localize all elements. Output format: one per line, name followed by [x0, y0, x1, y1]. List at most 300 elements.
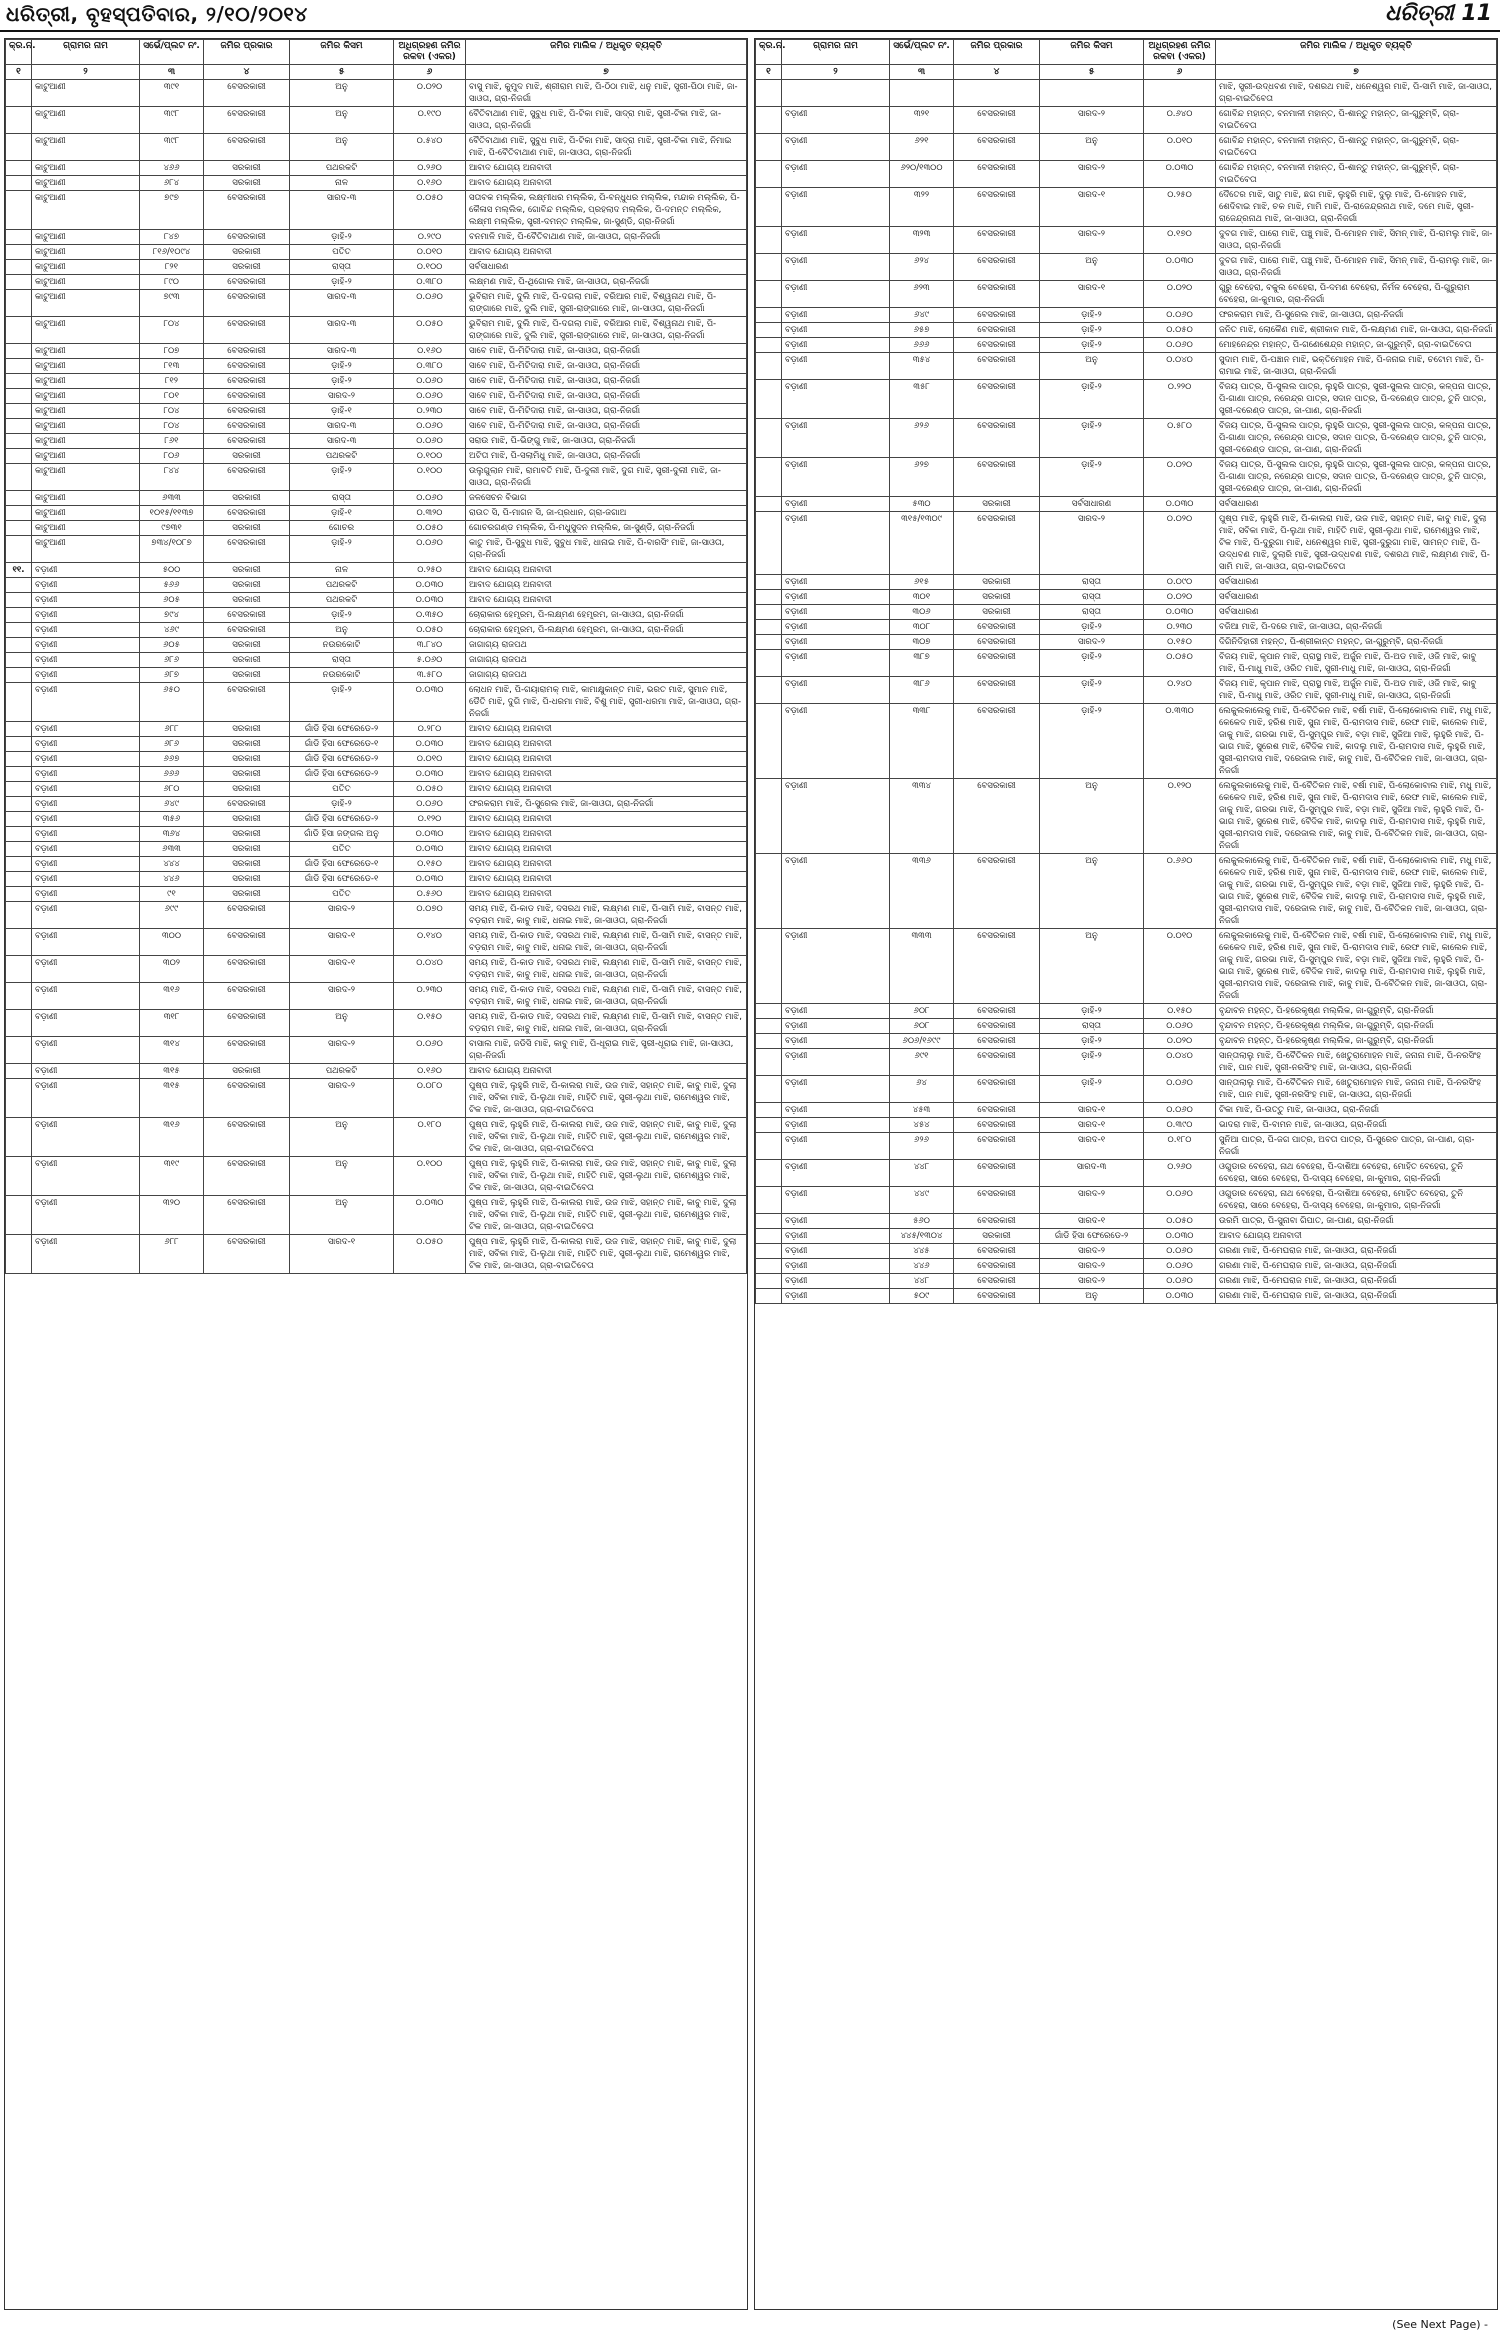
owner-cell: ସର୍ବସାଧାରଣ	[1216, 605, 1497, 620]
village-cell: ବଡ଼ାଣୀ	[782, 1076, 890, 1103]
owner-cell: ଆବାଦ ଯୋଗ୍ୟ ଅନାବାଦୀ	[466, 161, 747, 176]
area-cell: ୦.୧୬୦	[394, 176, 466, 191]
village-cell: କାଟୁଆଣୀ	[32, 245, 140, 260]
land-table-left	[5, 39, 747, 1274]
owner-cell: ସର୍ବସାଧାରଣ	[1216, 590, 1497, 605]
land-type-cell: ବେସରକାରୀ	[954, 161, 1040, 188]
land-type-cell: ସରକାରୀ	[954, 575, 1040, 590]
owner-cell: ଲୋଧନ ମାଝି, ପି-ଗୟାରାମକ୍ ମାଝି, କାମାକ୍ଷୁକାନ୍ତ ମାଝି, ଭରତ ମାଝି, ସୁମାନ ମାଝି, ଡୈତି ମାଝି, ଦୁଗି ମାଝି, ପି-ଧରମା ମାଝି, ବିଶୁ ମାଝି, ସ୍ତ୍ରୀ-ଧରମା ମାଝି, ଜା-ସାଓତା, ଗ୍ରା-ନିଜର୍ଗା	[466, 683, 747, 722]
land-type-cell: ବେସରକାରୀ	[954, 323, 1040, 338]
table-row	[6, 737, 747, 752]
land-table-right	[755, 39, 1497, 1304]
table-row	[756, 1274, 1497, 1289]
serial-cell	[6, 752, 32, 767]
land-class-cell: ପଥରକଟି	[290, 1064, 394, 1079]
serial-cell	[6, 983, 32, 1010]
owner-cell: ଆବାଦ ଯୋଗ୍ୟ ଅନାବାଦୀ	[466, 737, 747, 752]
plot-number-cell: ୬୮୬	[140, 653, 204, 668]
area-cell: ୦.୧୬୦	[394, 344, 466, 359]
land-class-cell: ପତିତ	[290, 842, 394, 857]
area-cell: ୦.୧୫୦	[1144, 635, 1216, 650]
village-cell: ବଡ଼ାଣୀ	[32, 797, 140, 812]
plot-number-cell: ୬୪	[890, 1076, 954, 1103]
area-cell: ୦.୦୬୦	[1144, 1076, 1216, 1103]
owner-cell: ଗୋବିନ୍ଦ ମହାନ୍ତ, ବନମାଳୀ ମହାନ୍ତ, ପି-ଶାନ୍ତୁ ମହାନ୍ତ, ଜା-ଗୁରୁମ୍ବି, ଗ୍ରା-ବାଇତିବେତା	[1216, 134, 1497, 161]
land-class-cell: ଅନୁ	[290, 623, 394, 638]
village-cell: ବଡ଼ାଣୀ	[782, 1259, 890, 1274]
village-cell: ବଡ଼ାଣୀ	[782, 419, 890, 458]
table-row	[756, 419, 1497, 458]
land-type-cell: ସରକାରୀ	[204, 176, 290, 191]
land-type-cell: ବେସରକାରୀ	[954, 929, 1040, 1004]
land-class-cell: ଡ଼ାହି-୨	[1040, 1034, 1144, 1049]
table-row	[6, 872, 747, 887]
land-class-cell: ନାଳ	[290, 563, 394, 578]
land-class-cell: ସାରଦ-୨	[290, 389, 394, 404]
table-row	[6, 593, 747, 608]
village-cell: କାଟୁଆଣୀ	[32, 230, 140, 245]
land-type-cell: ସରକାରୀ	[204, 161, 290, 176]
land-type-cell: ବେସରକାରୀ	[204, 1196, 290, 1235]
plot-number-cell: ୪୬୯	[140, 623, 204, 638]
area-cell: ୦.୦୩୦	[394, 1196, 466, 1235]
serial-cell	[756, 188, 782, 227]
serial-cell	[756, 1133, 782, 1160]
land-class-cell: ଅନୁ	[1040, 929, 1144, 1004]
land-class-cell: ଅନୁ	[1040, 254, 1144, 281]
serial-cell	[756, 1118, 782, 1133]
table-row	[6, 506, 747, 521]
plot-number-cell: ୬୬୭	[140, 752, 204, 767]
land-class-cell: ଅନୁ	[290, 1118, 394, 1157]
table-row	[6, 722, 747, 737]
owner-cell: ଉରମି ପାତ୍ର, ପି-ସୁନାବା ଗିପାତ, ଜା-ପାଣ, ଗ୍ରା-ନିଜର୍ଗା	[1216, 1214, 1497, 1229]
owner-cell: ଲେକୁଲକାଲେକୁ ମାଝି, ପି-ବୈତିକନ ମାଝି, ବର୍ଷା ମାଝି, ପି-ଲୋକୋବାଲ ମାଝି, ମଧୁ ମାଝି, କେକେଦ ମାଝି, ହରିଶ ମାଝି, ସୁନା ମାଝି, ପି-ରାମଦାସ ମାଝି, ରେଫ ମାଝି, କାଲେକ ମାଝି, ଜାକୁ ମାଝି, ଗରଭା ମାଝି, ପି-ସୁମ୍ପୁର ମାଝି, ବଡ଼ା ମାଝି, ସୁଜିଆ ମାଝି, ଲୁହୁରି ମାଝି, ପି-ଭାଗ ମାଝି, ସୁରେଶ ମାଝି, ବୈଦିକ ମାଝି, କାଦଲୁ ମାଝି, ପି-ରାମଦାସ ମାଝି, ଲୁହୁରି ମାଝି, ସ୍ତ୍ରୀ-ରାମଦାସ ମାଝି, ଦରେଜାଲ ମାଝି, କାବୁ ମାଝି, ପି-ବୈତିକନ ମାଝି, ଜା-ସାଓତା, ଗ୍ରା-ନିଜର୍ଗା	[1216, 929, 1497, 1004]
owner-cell: ବାସୁ ମାଝି, କୁମୁଦ ମାଝି, ଶ୍ରୀରାମ ମାଝି, ପି-ଠିଠା ମାଝି, ଧନୁ ମାଝି, ସ୍ତ୍ରୀ-ପିଠା ମାଝି, ଜା-ସାଓତା, ଗ୍ରା-ନିଜର୍ଗା	[466, 80, 747, 107]
land-type-cell: ସରକାରୀ	[204, 593, 290, 608]
land-class-cell: ଡ଼ାହି-୨	[290, 536, 394, 563]
serial-cell	[6, 536, 32, 563]
area-cell: ୦.୦୨୦	[1144, 281, 1216, 308]
plot-number-cell: ୩୧୫	[140, 1079, 204, 1118]
area-cell: ୦.୧୦୦	[394, 449, 466, 464]
table-row	[6, 434, 747, 449]
land-type-cell: ବେସରକାରୀ	[954, 1187, 1040, 1214]
column-number: ୧	[6, 65, 32, 80]
land-class-cell: ରାସ୍ତା	[1040, 590, 1144, 605]
table-row	[756, 1214, 1497, 1229]
table-row	[6, 623, 747, 638]
owner-cell: ଆବାଦ ଯୋଗ୍ୟ ଅନାବାଦୀ	[466, 176, 747, 191]
land-type-cell: ବେସରକାରୀ	[954, 380, 1040, 419]
village-cell: ବଡ଼ାଣୀ	[32, 1118, 140, 1157]
land-class-cell: ପତିତ	[290, 782, 394, 797]
table-row	[6, 134, 747, 161]
land-type-cell: ବେସରକାରୀ	[204, 683, 290, 722]
table-row	[756, 1160, 1497, 1187]
serial-cell	[756, 353, 782, 380]
land-type-cell: ସରକାରୀ	[204, 872, 290, 887]
land-class-cell: ସାରଦ-୧	[290, 929, 394, 956]
village-cell: ବଡ଼ାଣୀ	[782, 854, 890, 929]
owner-cell: ଓଗୁଡାର ବେହେରା, ନାଥ ବେହେରା, ପି-ଦାଶିଆ ବେହେରା, ମୋହିତ ବେହେରା, ତୁନି ବେହେରା, ସାରେ ବେହେରା, ପି-ଦାସ୍ୟ ବେହେରା, ଜା-କୁମାର, ଗ୍ରା-ନିଜର୍ଗା	[1216, 1160, 1497, 1187]
serial-cell	[756, 134, 782, 161]
land-class-cell: ସାରଦ-୧	[1040, 1133, 1144, 1160]
plot-number-cell: ୪୫୩	[890, 1103, 954, 1118]
land-type-cell: ବେସରକାରୀ	[204, 389, 290, 404]
serial-cell: ୧୧.	[6, 563, 32, 578]
table-row	[6, 563, 747, 578]
owner-cell: ଜଳସେଚନ ବିଭାଗ	[466, 491, 747, 506]
serial-cell	[6, 797, 32, 812]
table-row	[6, 782, 747, 797]
table-row	[756, 308, 1497, 323]
plot-number-cell: ୮୦୭	[140, 344, 204, 359]
serial-cell	[756, 1004, 782, 1019]
owner-cell: ସୁନିଆ ପାତ୍ର, ପି-ଜଗ ପାତ୍ର, ଅବତା ପାତ୍ର, ପି-ସୁରେଚ ପାତ୍ର, ଜା-ପାଣ, ଗ୍ରା-ନିଜର୍ଗା	[1216, 1133, 1497, 1160]
column-number: ୩	[140, 65, 204, 80]
village-cell: କାଟୁଆଣୀ	[32, 317, 140, 344]
village-cell: ବଡ଼ାଣୀ	[782, 353, 890, 380]
land-type-cell: ସରକାରୀ	[204, 812, 290, 827]
area-cell: ୦.୫୬୦	[394, 887, 466, 902]
area-cell: ୦.୦୪୦	[1144, 353, 1216, 380]
land-class-cell: ଡ଼ାହି-୨	[1040, 704, 1144, 779]
plot-number-cell: ୮୬୧	[140, 434, 204, 449]
serial-cell	[756, 1076, 782, 1103]
land-class-cell: ଡ଼ାହି-୨	[290, 797, 394, 812]
area-cell: ୦.୨୩୦	[394, 404, 466, 419]
table-row	[756, 575, 1497, 590]
owner-cell: ବୃନ୍ଦାବନ ମହନ୍ତ, ପି-ହରେକୃଷ୍ଣ ମଲ୍ଲିକ, ଜା-ଗୁରୁମ୍ବି, ଗ୍ରା-ନିଜର୍ଗା	[1216, 1004, 1497, 1019]
land-type-cell: ସରକାରୀ	[204, 638, 290, 653]
table-row	[756, 497, 1497, 512]
land-type-cell: ବେସରକାରୀ	[204, 983, 290, 1010]
land-class-cell: ସାରଦ-୧	[1040, 1118, 1144, 1133]
area-cell: ୦.୩୫୦	[394, 608, 466, 623]
table-row	[6, 668, 747, 683]
owner-cell: ସାବେ ମାଝି, ପି-ମିଟିଦାରା ମାଝି, ଜା-ସାଓତା, ଗ୍ରା-ନିଜର୍ଗା	[466, 359, 747, 374]
table-row	[6, 176, 747, 191]
village-cell: ବଡ଼ାଣୀ	[782, 1118, 890, 1133]
village-cell: କାଟୁଆଣୀ	[32, 191, 140, 230]
table-row	[6, 290, 747, 317]
table-row	[756, 512, 1497, 575]
serial-cell	[756, 338, 782, 353]
land-class-cell: ଗାଁଡି ହିସା ଜଙ୍ଗଲ ଅନୁ	[290, 827, 394, 842]
plot-number-cell: ୬୮୬	[140, 737, 204, 752]
serial-cell	[6, 80, 32, 107]
area-cell: ୦.୦୧୦	[394, 245, 466, 260]
land-type-cell: ବେସରକାରୀ	[954, 1019, 1040, 1034]
area-cell: ୦.୦୬୦	[394, 290, 466, 317]
land-class-cell: ଡ଼ାହି-୨	[1040, 458, 1144, 497]
owner-cell: ସାନ୍ତାଲାଲୁ ମାଝି, ପି-ବୈତିକନ ମାଝି, ଖେତୁରାମୋହନ ମାଝି, ଜନାନା ମାଝି, ପି-ନରସିଂହ ମାଝି, ପାନ ମାଝି, ସ୍ତ୍ରୀ-ନରସିଂହ ମାଝି, ଜା-ସାଓତା, ଗ୍ରା-ନିଜର୍ଗା	[1216, 1049, 1497, 1076]
serial-cell	[6, 608, 32, 623]
land-type-cell: ବେସରକାରୀ	[204, 1010, 290, 1037]
table-row	[6, 1037, 747, 1064]
owner-cell: ଚୋରାକାର ହେମ୍ବ୍ରମ, ପି-ଲକ୍ଷ୍ମଣ ହେମ୍ବ୍ରମ, ଜା-ସାଓତା, ଗ୍ରା-ନିଜର୍ଗା	[466, 608, 747, 623]
owner-cell: ଆବାଦ ଯୋଗ୍ୟ ଅନାବାଦୀ	[466, 593, 747, 608]
area-cell: ୩.୫୮୦	[394, 668, 466, 683]
plot-number-cell: ୬୦୫	[140, 593, 204, 608]
table-row	[6, 608, 747, 623]
village-cell: ବଡ଼ାଣୀ	[782, 779, 890, 854]
column-header: ଜମିର କିସମ	[290, 40, 394, 65]
column-number-row	[6, 65, 747, 80]
land-class-cell	[1040, 80, 1144, 107]
village-cell: ବଡ଼ାଣୀ	[32, 812, 140, 827]
land-type-cell: ବେସରକାରୀ	[204, 191, 290, 230]
plot-number-cell: ୬୯୯	[140, 902, 204, 929]
village-cell: କାଟୁଆଣୀ	[32, 260, 140, 275]
village-cell: କାଟୁଆଣୀ	[32, 176, 140, 191]
village-cell: ବଡ଼ାଣୀ	[32, 563, 140, 578]
table-header-row	[756, 40, 1497, 65]
serial-cell	[6, 1079, 32, 1118]
area-cell: ୦.୦୬୦	[394, 1037, 466, 1064]
area-cell: ୦.୦୩୦	[394, 842, 466, 857]
land-class-cell: ଡ଼ାହି-୨	[290, 464, 394, 491]
land-class-cell: ସାରଦ-୧	[290, 1235, 394, 1274]
village-cell: ବଡ଼ାଣୀ	[32, 578, 140, 593]
area-cell: ୦.୦୧୦	[1144, 929, 1216, 1004]
land-type-cell: ସରକାରୀ	[954, 497, 1040, 512]
village-cell: ବଡ଼ାଣୀ	[32, 956, 140, 983]
land-class-cell: ଡ଼ାହି-୨	[1040, 1076, 1144, 1103]
area-cell: ୦.୧୭୦	[1144, 227, 1216, 254]
plot-number-cell: ୩୨୦	[140, 1196, 204, 1235]
plot-number-cell: ୩୧୫	[140, 1064, 204, 1079]
land-type-cell: ବେସରକାରୀ	[954, 1160, 1040, 1187]
column-header: ସର୍ଭେ/ପ୍ଲଟ ନଂ.	[890, 40, 954, 65]
village-cell: ବଡ଼ାଣୀ	[32, 608, 140, 623]
village-cell: କାଟୁଆଣୀ	[32, 290, 140, 317]
serial-cell	[756, 1034, 782, 1049]
area-cell: ୫.୦୬୦	[394, 653, 466, 668]
plot-number-cell: ୮୯୦	[140, 275, 204, 290]
owner-cell: ଆବାଦ ଯୋଗ୍ୟ ଅନାବାଦୀ	[466, 1064, 747, 1079]
area-cell: ୦.୦୬୦	[394, 434, 466, 449]
land-class-cell: ସାରଦ-୨	[1040, 227, 1144, 254]
column-header: କ୍ର.ନ.	[756, 40, 782, 65]
table-row	[6, 1118, 747, 1157]
serial-cell	[756, 512, 782, 575]
area-cell: ୦.୦୩୦	[394, 683, 466, 722]
land-class-cell: ସାରଦ-୨	[1040, 1244, 1144, 1259]
column-number: ୫	[290, 65, 394, 80]
column-number: ୨	[782, 65, 890, 80]
owner-cell: ଟିକା ମାଝି, ପି-ଉତ୍ତୁ ମାଝି, ଜା-ସାଓତା, ଗ୍ରା-ନିଜର୍ଗା	[1216, 1103, 1497, 1118]
land-class-cell: ସାରଦ-୩	[290, 419, 394, 434]
serial-cell	[756, 419, 782, 458]
plot-number-cell: ୩୯୮	[140, 107, 204, 134]
area-cell: ୦.୦୫୦	[394, 782, 466, 797]
table-row	[756, 779, 1497, 854]
area-cell	[1144, 80, 1216, 107]
village-cell: ବଡ଼ାଣୀ	[32, 887, 140, 902]
land-type-cell: ସରକାରୀ	[954, 590, 1040, 605]
land-class-cell: ସାରଦ-୨	[290, 1079, 394, 1118]
land-type-cell: ବେସରକାରୀ	[954, 1103, 1040, 1118]
village-cell: ବଡ଼ାଣୀ	[782, 281, 890, 308]
land-type-cell: ବେସରକାରୀ	[204, 1037, 290, 1064]
area-cell: ୦.୧୦୦	[394, 1157, 466, 1196]
table-row	[756, 635, 1497, 650]
column-header: ଜମିର ପ୍ରକାର	[204, 40, 290, 65]
owner-cell: ଗରଣା ମାଝି, ପି-ମେଘରାଜ ମାଝି, ଜା-ସାଓତା, ଗ୍ରା-ନିଜର୍ଗା	[1216, 1259, 1497, 1274]
owner-cell: ଆବାଦ ଯୋଗ୍ୟ ଅନାବାଦୀ	[466, 722, 747, 737]
village-cell: ବଡ଼ାଣୀ	[782, 590, 890, 605]
village-cell: କାଟୁଆଣୀ	[32, 521, 140, 536]
owner-cell: ବାସାଲ ମାଝି, ଜଡିସି ମାଝି, କାବୁ ମାଝି, ପି-ଧୂରାଇ ମାଝି, ସ୍ତ୍ରୀ-ଧୂରାଇ ମାଝି, ଜା-ସାଓତା, ଗ୍ରା-ନିଜର୍ଗା	[466, 1037, 747, 1064]
table-row	[756, 161, 1497, 188]
land-class-cell: ନଉରକୋଟି	[290, 638, 394, 653]
column-header: ଜମିର ମାଲିକ / ଅଧିକୃତ ବ୍ୟକ୍ତି	[466, 40, 747, 65]
serial-cell	[756, 1259, 782, 1274]
column-header: ଜମିର ମାଲିକ / ଅଧିକୃତ ବ୍ୟକ୍ତି	[1216, 40, 1497, 65]
owner-cell: ରାଉତ ସି, ପି-ମାଗନ ସି, ଜା-ପ୍ରଧାନ, ଗ୍ରା-ଜଗାଅ	[466, 506, 747, 521]
village-cell: ବଡ଼ାଣୀ	[32, 593, 140, 608]
owner-cell: ସୁଦାମ ମାଝି, ପି-ପଞ୍ଚାନ ମାଝି, ଭକ୍ତିମୋହନ ମାଝି, ପି-ଜନାଇ ମାଝି, ଚଟୋମ ମାଝି, ପି-ରାମାଇ ମାଝି, ଜା-ସାଓତା, ଗ୍ରା-ନିଜର୍ଗା	[1216, 353, 1497, 380]
plot-number-cell: ୬୮୦	[140, 782, 204, 797]
village-cell: ବଡ଼ାଣୀ	[782, 161, 890, 188]
land-class-cell: ସାରଦ-୩	[290, 344, 394, 359]
serial-cell	[6, 887, 32, 902]
table-row	[6, 797, 747, 812]
owner-cell: ପୁଷ୍ପ ମାଝି, ଲୁହୁରି ମାଝି, ପି-କାଲରା ମାଝି, ଉଜ ମାଝି, ସହାନ୍ତ ମାଝି, କାବୁ ମାଝି, ଦୁଲା ମାଝି, ସବିକା ମାଝି, ପି-ଲୁଥା ମାଝି, ମାହିତି ମାଝି, ସ୍ତ୍ରୀ-ଲୁଥା ମାଝି, ରାମେଶ୍ୱର ମାଝି, ଟିକ ମାଝି, ଜା-ସାଓତା, ଗ୍ରା-ବାଇତିବେତା	[466, 1235, 747, 1274]
land-type-cell: ସରକାରୀ	[204, 842, 290, 857]
land-type-cell: ସରକାରୀ	[954, 1229, 1040, 1244]
area-cell: ୦.୦୫୦	[394, 1235, 466, 1274]
land-class-cell: ପତିତ	[290, 245, 394, 260]
plot-number-cell: ୩୦୮	[890, 620, 954, 635]
owner-cell: ଗୋଚରଗଣ୍ଡ ମଲ୍ଲିକ, ପି-ମଧୁସୁଦନ ମଲ୍ଲିକ, ଜା-ସୁଣ୍ଡି, ଗ୍ରା-ନିଜର୍ଗା	[466, 521, 747, 536]
serial-cell	[6, 176, 32, 191]
land-type-cell: ବେସରକାରୀ	[204, 1079, 290, 1118]
serial-cell	[756, 1187, 782, 1214]
village-cell: ବଡ଼ାଣୀ	[782, 1019, 890, 1034]
village-cell: ବଡ଼ାଣୀ	[782, 650, 890, 677]
plot-number-cell: ୫୦୯	[890, 1289, 954, 1304]
land-class-cell: ଗାଁଡି ହିସା ଫେରେଡେ-୨	[290, 812, 394, 827]
table-row	[6, 80, 747, 107]
village-cell: ବଡ଼ାଣୀ	[32, 638, 140, 653]
plot-number-cell: ୩୦୬	[890, 605, 954, 620]
plot-number-cell: ୮୧୬/୧୦୯୪	[140, 245, 204, 260]
area-cell: ୦.୦୬୦	[1144, 308, 1216, 323]
village-cell: ବଡ଼ାଣୀ	[782, 1289, 890, 1304]
owner-cell: ଓଗୁଡାର ବେହେରା, ନାଥ ବେହେରା, ପି-ଦାଶିଆ ବେହେରା, ମୋହିତ ବେହେରା, ତୁନି ବେହେରା, ସାରେ ବେହେରା, ପି-ଦାସ୍ୟ ବେହେରା, ଜା-କୁମାର, ଗ୍ରା-ନିଜର୍ଗା	[1216, 1187, 1497, 1214]
area-cell: ୦.୬୪୦	[1144, 107, 1216, 134]
serial-cell	[756, 650, 782, 677]
land-type-cell: ବେସରକାରୀ	[204, 80, 290, 107]
area-cell: ୦.୧୫୦	[394, 857, 466, 872]
area-cell: ୦.୩୮୦	[394, 359, 466, 374]
table-row	[756, 1133, 1497, 1160]
serial-cell	[756, 1103, 782, 1118]
column-header: ଗ୍ରାମର ନାମ	[32, 40, 140, 65]
land-class-cell: ସାରଦ-୧	[1040, 1214, 1144, 1229]
land-class-cell: ଡ଼ାହି-୨	[290, 359, 394, 374]
land-class-cell: ସାରଦ-୩	[1040, 1160, 1144, 1187]
owner-cell: ଜାଗାଗ୍ୟ ରାଜପଥ	[466, 668, 747, 683]
owner-cell: ଗୋବିନ୍ଦ ମହାନ୍ତ, ବନମାଳୀ ମହାନ୍ତ, ପି-ଶାନ୍ତୁ ମହାନ୍ତ, ଜା-ଗୁରୁମ୍ବି, ଗ୍ରା-ବାଇତିବେତା	[1216, 107, 1497, 134]
land-type-cell: ବେସରକାରୀ	[954, 635, 1040, 650]
area-cell: ୦.୦୫୦	[394, 521, 466, 536]
serial-cell	[6, 107, 32, 134]
plot-number-cell: ୩୧୮	[140, 1010, 204, 1037]
table-row	[6, 521, 747, 536]
village-cell: କାଟୁଆଣୀ	[32, 107, 140, 134]
serial-cell	[756, 779, 782, 854]
land-type-cell: ସରକାରୀ	[204, 563, 290, 578]
land-type-cell: ବେସରକାରୀ	[204, 608, 290, 623]
serial-cell	[6, 290, 32, 317]
serial-cell	[756, 1214, 782, 1229]
area-cell: ୦.୦୮୦	[394, 1079, 466, 1118]
owner-cell: ବୈତିବାଥାଣ ମାଝି, ସୁବୁଧ ମାଝି, ପି-ଟିକା ମାଝି, ସାଦ୍ରା ମାଝି, ସ୍ତ୍ରୀ-ଟିକା ମାଝି, ଜା-ସାଓତା, ଗ୍ରା-ନିଜର୍ଗା	[466, 107, 747, 134]
village-cell: କାଟୁଆଣୀ	[32, 449, 140, 464]
land-class-cell: ସାରଦ-୨	[1040, 512, 1144, 575]
table-row	[6, 827, 747, 842]
owner-cell: ସାବେ ମାଝି, ପି-ମିଟିଦାରା ମାଝି, ଜା-ସାଓତା, ଗ୍ରା-ନିଜର୍ଗା	[466, 419, 747, 434]
area-cell: ୦.୦୬୦	[394, 536, 466, 563]
plot-number-cell: ୩୯୮	[140, 134, 204, 161]
table-row	[756, 188, 1497, 227]
table-row	[756, 1004, 1497, 1019]
area-cell: ୦.୦୩୦	[1144, 1229, 1216, 1244]
land-type-cell: ବେସରକାରୀ	[204, 275, 290, 290]
land-type-cell: ବେସରକାରୀ	[954, 1133, 1040, 1160]
land-type-cell: ବେସରକାରୀ	[204, 797, 290, 812]
serial-cell	[756, 929, 782, 1004]
area-cell: ୦.୦୫୦	[394, 623, 466, 638]
area-cell: ୦.୨୨୦	[1144, 380, 1216, 419]
plot-number-cell: ୯୧	[140, 887, 204, 902]
land-class-cell: ପଥରକଟି	[290, 578, 394, 593]
land-type-cell: ସରକାରୀ	[204, 449, 290, 464]
land-type-cell: ବେସରକାରୀ	[204, 107, 290, 134]
area-cell: ୦.୨୩୦	[394, 983, 466, 1010]
land-type-cell: ବେସରକାରୀ	[954, 1274, 1040, 1289]
serial-cell	[756, 1244, 782, 1259]
land-type-cell: ବେସରକାରୀ	[204, 623, 290, 638]
column-header: ଜମିର କିସମ	[1040, 40, 1144, 65]
plot-number-cell: ୬୦୫	[140, 638, 204, 653]
serial-cell	[756, 620, 782, 635]
table-row	[6, 191, 747, 230]
serial-cell	[6, 668, 32, 683]
serial-cell	[756, 1274, 782, 1289]
village-cell: କାଟୁଆଣୀ	[32, 374, 140, 389]
serial-cell	[756, 605, 782, 620]
land-class-cell: ଅନୁ	[1040, 134, 1144, 161]
land-class-cell: ସାରଦ-୧	[290, 956, 394, 983]
plot-number-cell: ୩୩୪	[890, 779, 954, 854]
area-cell: ୦.୩୩୦	[1144, 704, 1216, 779]
owner-cell: ସମୟ ମାଝି, ପି-କାଡ ମାଝି, ଦସରଥ ମାଝି, ଲକ୍ଷ୍ମଣ ମାଝି, ପି-ସାମି ମାଝି, ବାସନ୍ତ ମାଝି, ବଡ଼ରାମ ମାଝି, କାବୁ ମାଝି, ଧନାଇ ମାଝି, ଜା-ସାଓତା, ଗ୍ରା-ନିଜର୍ଗା	[466, 956, 747, 983]
area-cell: ୦.୦୫୦	[1144, 323, 1216, 338]
land-class-cell: ଗୋଚର	[290, 521, 394, 536]
owner-cell: ସାବେ ମାଝି, ପି-ମିଟିଦାରା ମାଝି, ଜା-ସାଓତା, ଗ୍ରା-ନିଜର୍ଗା	[466, 374, 747, 389]
serial-cell	[6, 638, 32, 653]
land-class-cell: ସାରଦ-୩	[290, 290, 394, 317]
land-class-cell: ଡ଼ାହି-୨	[1040, 419, 1144, 458]
plot-number-cell: ୩୦୭	[890, 635, 954, 650]
column-header: ଜମିର ପ୍ରକାର	[954, 40, 1040, 65]
serial-cell	[756, 1160, 782, 1187]
